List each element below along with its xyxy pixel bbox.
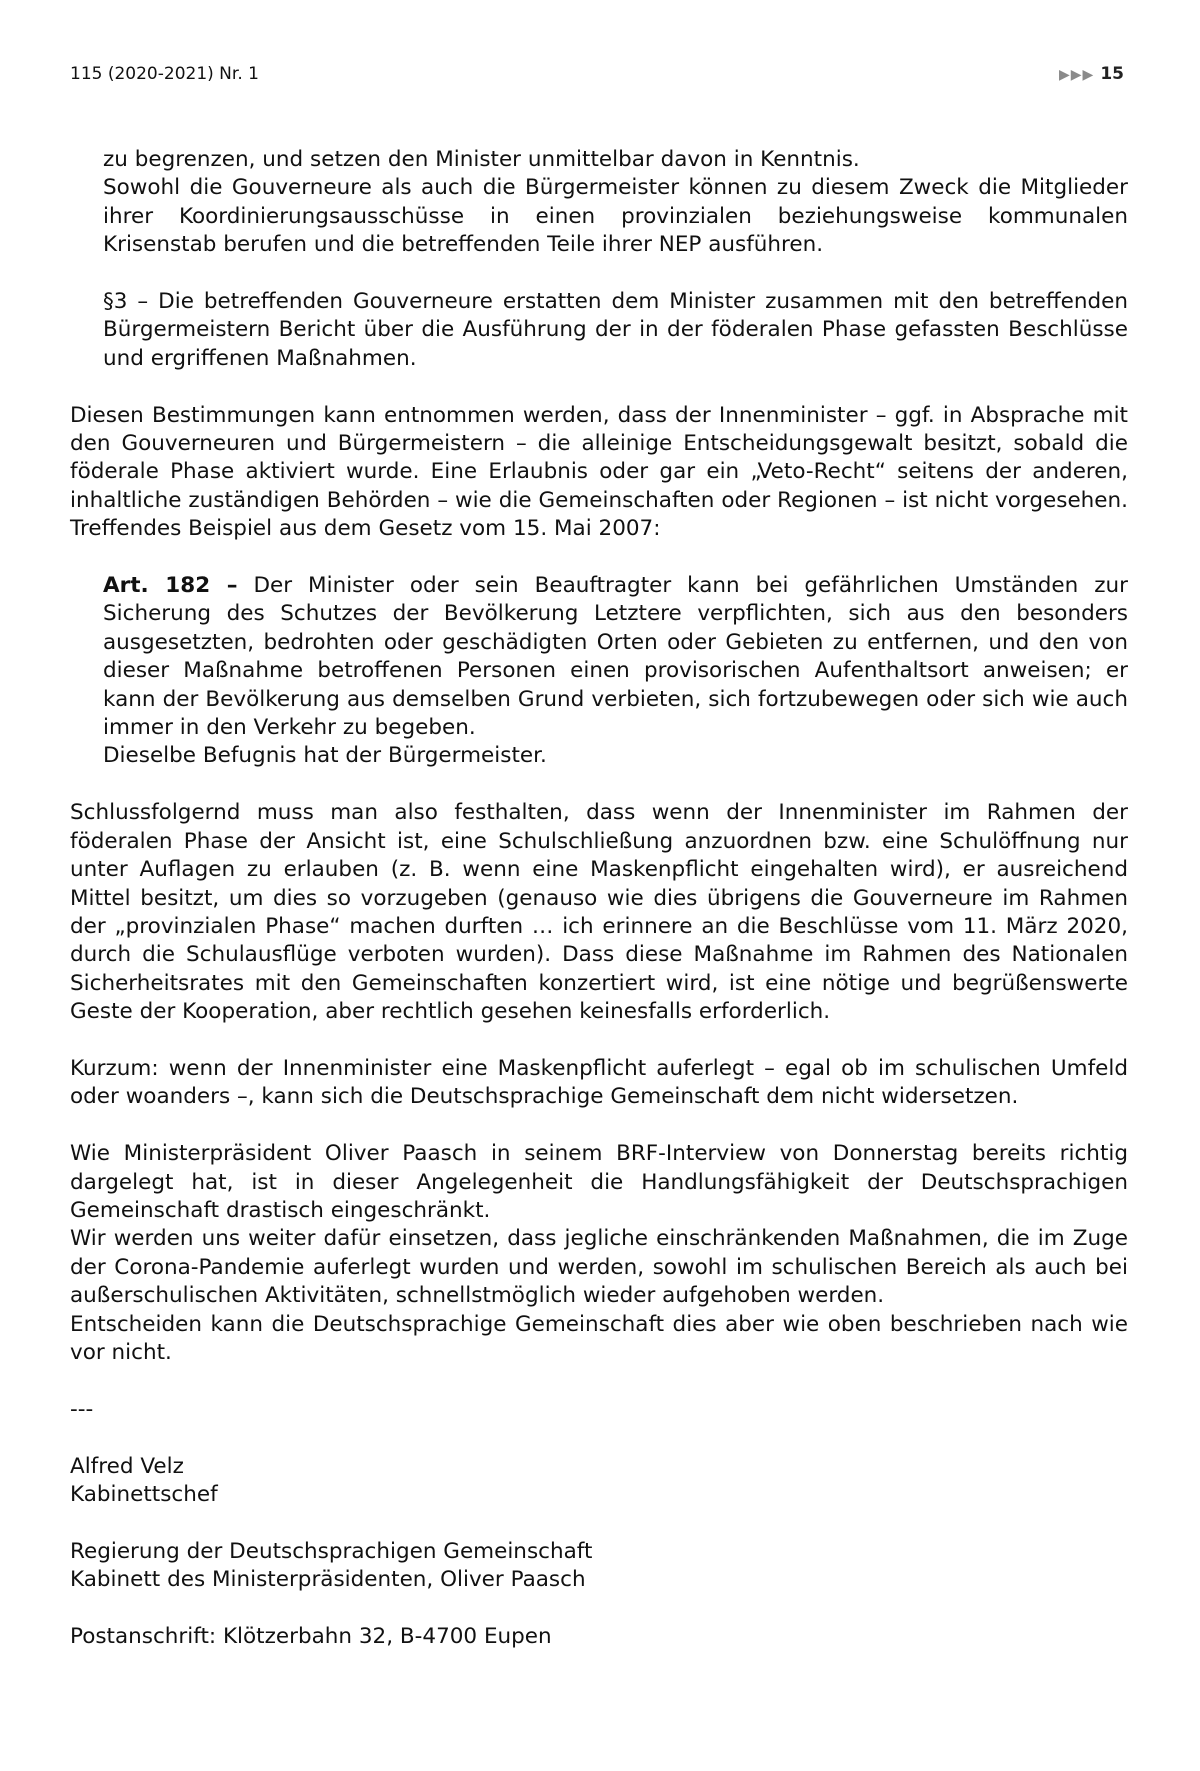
signature-organization	[70, 1538, 1128, 1595]
quoted-article-182	[103, 572, 1128, 771]
article-label: Art. 182 –	[103, 573, 238, 599]
body-paragraph-1: Diesen Bestimmungen kann entnommen werden, dass der Innenminister – ggf. in Absprache mit den Gouverneuren und Bürgermeistern – die alleinige Entscheidungsgewalt besitzt, sobald die föderale Phase aktiviert wurde. Eine Erlaubnis oder gar ein „Veto-Recht“ seitens der anderen, inhaltliche zuständigen Behörden – wie die Gemeinschaften oder Regionen – ist nicht vorgesehen. Treffendes Beispiel aus dem Gesetz vom 15. Mai 2007:	[70, 402, 1128, 542]
signature-name-role	[70, 1453, 1128, 1510]
quoted-line: zu begrenzen, und setzen den Minister unmittelbar davon in Kenntnis.	[103, 147, 860, 172]
body-paragraph-4	[70, 1140, 1128, 1367]
body-line: Wie Ministerpräsident Oliver Paasch in seinem BRF-Interview von Donnerstag bereits richtig dargelegt hat, ist in dieser Angelegenheit die Handlungsfähigkeit der Deutschsprachigen Gemeinschaft drastisch eingeschränkt.	[70, 1141, 1128, 1223]
page-header	[70, 62, 1124, 86]
quoted-paragraph-2: §3 – Die betreffenden Gouverneure erstatten dem Minister zusammen mit den betreffenden Bürgermeistern Bericht über die Ausführung der in der föderalen Phase gefassten Beschlüsse und ergriffenen Maßnahmen.	[103, 289, 1128, 371]
signature-block	[70, 1453, 1128, 1652]
article-text: Der Minister oder sein Beauftragter kann bei gefährlichen Umständen zur Sicherung des Schutzes der Bevölkerung Letztere verpflichten, sich aus den besonders ausgesetzten, bedrohten oder geschädigten Orten oder Gebieten zu entfernen, und den von dieser Maßnahme betroffenen Personen einen provisorischen Aufenthaltsort anweisen; er kann der Bevölkerung aus demselben Grund verbieten, sich fortzubewegen oder sich wie auch immer in den Verkehr zu begeben.	[103, 573, 1128, 741]
article-text-2: Dieselbe Befugnis hat der Bürgermeister.	[103, 743, 547, 769]
signature-role: Kabinettschef	[70, 1481, 218, 1507]
body-line: Wir werden uns weiter dafür einsetzen, dass jegliche einschränkenden Maßnahmen, die im Zuge der Corona-Pandemie auferlegt wurden und werden, sowohl im schulischen Bereich als auch bei außerschulischen Aktivitäten, schnellstmöglich wieder aufgehoben werden.	[70, 1226, 1128, 1309]
body-paragraph-2: Schlussfolgernd muss man also festhalten, dass wenn der Innenminister im Rahmen der föderalen Phase der Ansicht ist, eine Schulschließung anzuordnen bzw. eine Schulöffnung nur unter Auflagen zu erlauben (z. B. wenn eine Maskenpflicht eingehalten wird), er ausreichend Mittel besitzt, um dies so vorzugeben (genauso wie dies übrigens die Gouverneure im Rahmen der „provinzialen Phase“ machen durften … ich erinnere an die Beschlüsse vom 11. März 2020, durch die Schulausflüge verboten wurden). Dass diese Maßnahme im Rahmen des Nationalen Sicherheitsrates mit den Gemeinschaften konzertiert wird, ist eine nötige und begrüßenswerte Geste der Kooperation, aber rechtlich gesehen keinesfalls erforderlich.	[70, 800, 1128, 1025]
body-line: Entscheiden kann die Deutschsprachige Gemeinschaft dies aber wie oben beschrieben nach wie vor nicht.	[70, 1311, 1128, 1365]
document-body	[70, 146, 1128, 1680]
organization-line-2: Kabinett des Ministerpräsidenten, Oliver Paasch	[70, 1567, 586, 1593]
page-number-block	[1059, 62, 1124, 87]
triple-arrow-icon: ▶▶▶	[1059, 67, 1095, 83]
signature-name: Alfred Velz	[70, 1453, 184, 1479]
body-paragraph-3: Kurzum: wenn der Innenminister eine Maskenpflicht auferlegt – egal ob im schulischen Umfeld oder woanders –, kann sich die Deutschsprachige Gemeinschaft dem nicht widersetzen.	[70, 1055, 1128, 1110]
separator: ---	[70, 1396, 94, 1422]
page-number: 15	[1100, 64, 1124, 84]
quoted-paragraph-1	[103, 146, 1128, 260]
quoted-line: Sowohl die Gouverneure als auch die Bürgermeister können zu diesem Zweck die Mitglieder ihrer Koordinierungsausschüsse in einen provinzialen beziehungsweise kommunalen Krisenstab berufen und die betreffenden Teile ihrer NEP ausführen.	[103, 175, 1128, 258]
organization-line-1: Regierung der Deutschsprachigen Gemeinschaft	[70, 1538, 593, 1564]
document-reference: 115 (2020-2021) Nr. 1	[70, 64, 259, 84]
postal-address: Postanschrift: Klötzerbahn 32, B-4700 Eupen	[70, 1623, 552, 1649]
